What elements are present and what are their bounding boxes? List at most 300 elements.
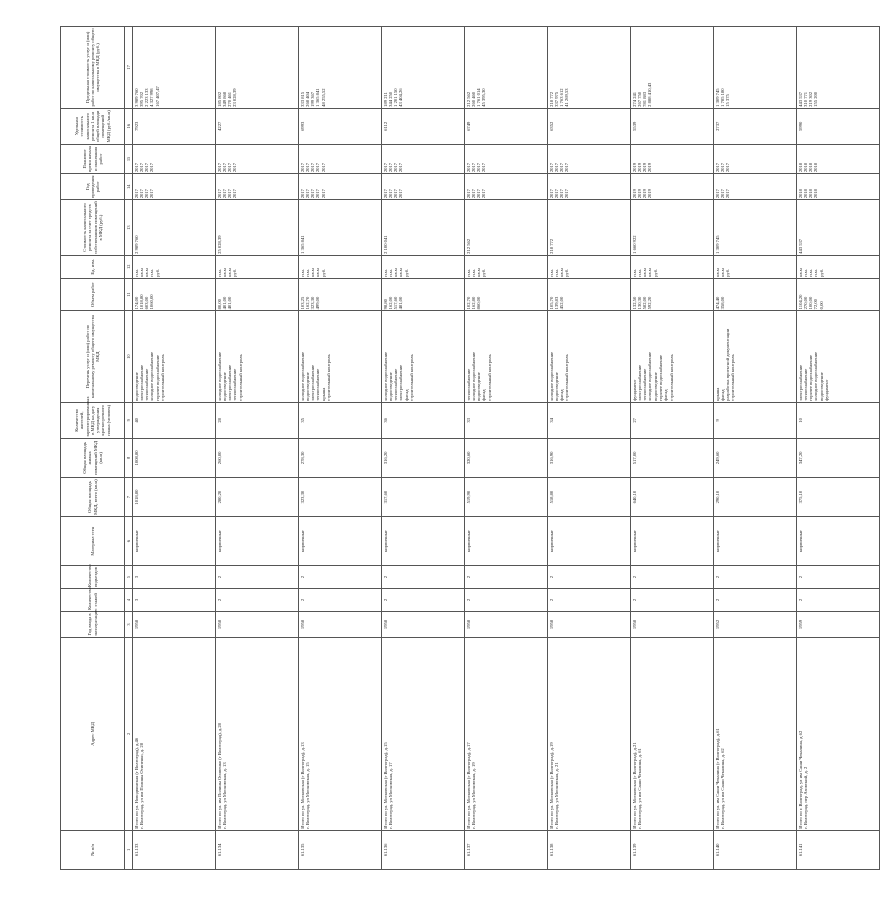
row-address-label: г. Волгоград, ул Московская, д. 19	[470, 762, 476, 829]
row-works-line: водоотведение	[221, 372, 227, 401]
row-years-line: 2017	[553, 189, 559, 199]
row-total-area: 317,60	[382, 477, 465, 516]
row-period-line: 2017	[310, 162, 316, 173]
row-works-line: строительный контроль	[564, 354, 570, 401]
row-units-line: кв.м	[144, 268, 150, 277]
row-years-line: 2017	[393, 189, 399, 199]
row-works-line: теплоснабжение	[144, 368, 150, 401]
row-works-line: теплоснабжение	[393, 368, 399, 401]
row-address-label: г. Волгоград, ул Московская, д. 21	[553, 762, 559, 829]
row-limit-cost-line: 333 815	[299, 91, 305, 107]
row-floors: 2	[631, 589, 714, 612]
header-cell-11: Объем работ	[61, 278, 125, 311]
row-years-line: 2018	[808, 189, 814, 199]
row-limit-cost-line: 267 750	[636, 91, 642, 107]
row-entrances: 2	[548, 566, 631, 589]
row-specific-cost: 6993	[299, 108, 382, 144]
row-works-line: строительный контроль	[730, 354, 736, 401]
row-units-line: кв.м	[221, 268, 227, 277]
row-works-line: холодное водоснабжение	[548, 351, 554, 401]
row-works-line: фундамент	[823, 379, 829, 401]
row-works-line: крыша	[320, 387, 326, 401]
row-works	[797, 311, 880, 402]
row-year: 1959	[797, 611, 880, 637]
row-units-line: руб.	[154, 268, 160, 277]
row-volume-line: 105,70	[548, 296, 554, 310]
row-years	[631, 174, 714, 200]
row-works-line: водоотведение	[476, 372, 482, 401]
row-works-line: водоотведение	[553, 372, 559, 401]
row-cost: 2 989 760	[133, 200, 216, 256]
row-period-line: 2017	[149, 162, 155, 173]
row-volume-line: 174,00	[133, 296, 139, 310]
row-volume-line: 72,00	[813, 299, 819, 310]
row-period-line: 2017	[138, 162, 144, 173]
row-total-label: Итого по ул. Московская (г Волгоград), д.13	[299, 742, 305, 829]
row-works-line: строительный контроль	[486, 354, 492, 401]
row-units	[133, 255, 216, 278]
row-works	[133, 311, 216, 402]
row-period-line: 2017	[221, 162, 227, 173]
row-period-line: 2018	[808, 162, 814, 173]
row-units-line: кв.м	[310, 268, 316, 277]
row-volume-line	[725, 280, 730, 310]
row-volume-line	[564, 280, 569, 310]
row-total-area: 290,10	[714, 477, 797, 516]
row-volume	[133, 278, 216, 311]
table-row	[714, 27, 797, 870]
row-living-area: 316,90	[548, 438, 631, 477]
column-number-3: 3	[125, 611, 133, 637]
row-years-line: 2017	[138, 189, 144, 199]
row-units-line: кв.м	[714, 268, 720, 277]
row-limit-cost-line: 1 309 745	[714, 88, 720, 107]
row-period-line: 2017	[232, 162, 238, 173]
row-specific-cost: 4227	[216, 108, 299, 144]
row-period-line: 2017	[299, 162, 305, 173]
row-units-line: п.м.	[299, 269, 305, 277]
row-units-line: п.м.	[387, 269, 393, 277]
row-limit-cost-line: 23 028,39	[232, 88, 238, 107]
header-cell-16: Удельная стоимость капитального ремонта 1 кв.м общей площади помещений МКД (руб./кв.м)	[61, 108, 125, 144]
row-address	[714, 638, 797, 831]
row-years-line: 2017	[548, 189, 554, 199]
row-works-line: водоотведение	[387, 372, 393, 401]
row-volume	[714, 278, 797, 311]
row-units-line: кв.м	[559, 268, 565, 277]
row-years	[797, 174, 880, 200]
row-years	[465, 174, 548, 200]
row-years	[548, 174, 631, 200]
table-body	[133, 27, 880, 870]
row-period	[797, 144, 880, 173]
row-total-label: Итого по ул. им Саши Чекалина (г Волгоград), д.61	[714, 728, 720, 829]
column-number-15: 15	[125, 144, 133, 173]
row-limit-cost	[216, 27, 299, 109]
row-works-line: строительный контроль	[408, 354, 414, 401]
row-limit-cost-line: 260 460	[470, 91, 476, 107]
row-units-line: руб.	[818, 268, 824, 277]
row-cost: 1 309 745	[714, 200, 797, 256]
row-period-line: 2017	[382, 162, 388, 173]
row-volume-line: 582,00	[642, 296, 648, 310]
row-works-line: водоотведение	[652, 372, 658, 401]
row-years-line: 2017	[310, 189, 316, 199]
row-number: 61.134	[216, 830, 299, 869]
row-works-line: водоотведение	[818, 372, 824, 401]
row-units	[714, 255, 797, 278]
row-entrances: 2	[465, 566, 548, 589]
row-address-label: г. Волгоград, ул им Полины Осипенко, д. 28	[138, 742, 144, 829]
row-period-line: 2017	[548, 162, 554, 173]
row-period-line: 2017	[393, 162, 399, 173]
column-number-6: 6	[125, 517, 133, 566]
row-limit-cost-line: 270 461	[227, 91, 233, 107]
row-volume-line	[653, 280, 658, 310]
row-works-line: строительный контроль	[325, 354, 331, 401]
row-units-line: кв.м	[647, 268, 653, 277]
row-floors: 2	[548, 589, 631, 612]
row-years-line: 2019	[642, 189, 648, 199]
row-number: 61.133	[133, 830, 216, 869]
row-total-area: 518,80	[548, 477, 631, 516]
row-units-line: п.м.	[304, 269, 310, 277]
row-units	[299, 255, 382, 278]
row-works-line: холодное водоснабжение	[647, 351, 653, 401]
row-units-line: руб.	[320, 268, 326, 277]
row-volume-line: 1060,00	[149, 294, 155, 310]
row-living-area: 347,20	[797, 438, 880, 477]
row-period-line: 2017	[719, 162, 725, 173]
row-works-line: холодное водоснабжение	[149, 351, 155, 401]
row-limit-cost-line: 218 772	[548, 91, 554, 107]
row-years-line: 2018	[797, 189, 803, 199]
header-cell-8: Общая площадь жилых помещений МКД (кв.м)	[61, 438, 125, 477]
row-specific-cost: 5990	[797, 108, 880, 144]
row-works-line: фасад	[719, 389, 725, 401]
table-row	[465, 27, 548, 870]
row-works	[631, 311, 714, 402]
header-cell-12: Ед. изм.	[61, 255, 125, 278]
row-units-line: п.м.	[548, 269, 554, 277]
capital-repair-plan-table	[60, 26, 880, 870]
row-volume-line: 499,00	[315, 296, 321, 310]
row-volume-line	[481, 280, 486, 310]
row-period-line: 2018	[813, 162, 819, 173]
rotated-table-wrapper	[60, 26, 829, 870]
row-period-line: 2017	[553, 162, 559, 173]
row-specific-cost: 2737	[714, 108, 797, 144]
row-years-line: 2018	[802, 189, 808, 199]
row-volume-line: 401,00	[221, 296, 227, 310]
table-row	[631, 27, 714, 870]
row-works-line: холодное водоснабжение	[299, 351, 305, 401]
row-period-line: 2019	[631, 162, 637, 173]
row-year: 1958	[631, 611, 714, 637]
row-period	[299, 144, 382, 173]
row-years-line: 2017	[133, 189, 139, 199]
row-total-label: Итого по г. Волгоград, ул им Саши Чекалина, д 62	[797, 730, 803, 829]
column-number-5: 5	[125, 566, 133, 589]
row-year: 1958	[216, 611, 299, 637]
row-years-line: 2017	[481, 189, 487, 199]
row-units-line: руб.	[564, 268, 570, 277]
row-limit-cost-line: 349 868	[221, 91, 227, 107]
row-residents: 36	[382, 402, 465, 438]
row-entrances: 2	[382, 566, 465, 589]
row-units-line: кв.м	[797, 268, 803, 277]
row-wall-material: кирпичные	[133, 517, 216, 566]
row-address-label: г. Волгоград, пер Азовский, д. 2	[802, 766, 808, 829]
row-volume-line: 103,25	[299, 296, 305, 310]
row-works-line: крыша	[714, 387, 720, 401]
row-volume-line: 474,40	[714, 296, 720, 310]
row-units-line: кв.м	[476, 268, 482, 277]
row-limit-cost	[133, 27, 216, 109]
row-limit-cost-line: 43 404,26	[398, 88, 404, 107]
row-volume	[465, 278, 548, 311]
row-limit-cost-line: 274 241	[631, 91, 637, 107]
row-wall-material: кирпичные	[382, 517, 465, 566]
row-years-line: 2017	[320, 189, 326, 199]
column-number-12: 12	[125, 255, 133, 278]
header-cell-15: Плановое время начала и окончания работ	[61, 144, 125, 173]
row-works-line: теплоснабжение	[315, 368, 321, 401]
row-years-line: 2017	[476, 189, 482, 199]
row-units-line: руб.	[403, 268, 409, 277]
row-year: 1958	[548, 611, 631, 637]
row-years-line: 2017	[559, 189, 565, 199]
row-units-line: руб.	[481, 268, 487, 277]
row-units-line: п.м.	[470, 269, 476, 277]
row-cost: 218 772	[548, 200, 631, 256]
row-units-line: п.м.	[149, 269, 155, 277]
row-period-line: 2017	[133, 162, 139, 173]
row-address	[548, 638, 631, 831]
row-volume	[299, 278, 382, 311]
row-floors: 2	[714, 589, 797, 612]
row-wall-material: кирпичные	[465, 517, 548, 566]
header-cell-9: Количество жителей, зарегистрированных в МКД на дату утверждения краткосрочного плана (человек)	[61, 402, 125, 438]
row-address	[465, 638, 548, 831]
header-cell-10: Перечень услуг и (или) работ по капитальному ремонту общего имущества МКД	[61, 311, 125, 402]
row-period	[382, 144, 465, 173]
row-works-line: холодное водоснабжение	[382, 351, 388, 401]
row-units-line: кв.м	[138, 268, 144, 277]
row-works	[548, 311, 631, 402]
row-volume-line: 358,00	[719, 296, 725, 310]
row-year: 1958	[382, 611, 465, 637]
row-period-line: 2019	[642, 162, 648, 173]
row-units-line: п.м.	[133, 269, 139, 277]
row-limit-cost	[465, 27, 548, 109]
row-works	[382, 311, 465, 402]
row-total-label: Итого по ул. Московская (г Волгоград), д.15	[382, 742, 388, 829]
row-works-line: фундамент	[631, 379, 637, 401]
row-limit-cost	[714, 27, 797, 109]
row-limit-cost-line: 1 201 150	[393, 88, 399, 107]
row-period-line: 2019	[647, 162, 653, 173]
row-specific-cost: 6749	[465, 108, 548, 144]
row-volume-line	[404, 280, 409, 310]
row-entrances: 2	[299, 566, 382, 589]
header-cell-1: № п/п	[61, 830, 125, 869]
row-years-line: 2019	[647, 189, 653, 199]
row-period	[465, 144, 548, 173]
row-volume	[548, 278, 631, 311]
row-living-area: 249,60	[714, 438, 797, 477]
row-cost: 212 562	[465, 200, 548, 256]
row-entrances: 2	[714, 566, 797, 589]
row-works-line: строительный контроль	[237, 354, 243, 401]
row-address-label: г. Волгоград, ул Московская, д. 17	[387, 762, 393, 829]
row-residents: 27	[631, 402, 714, 438]
row-units-line: кв.м	[719, 268, 725, 277]
row-works-line: водоотведение	[304, 372, 310, 401]
row-works-line: холодное водоснабжение	[813, 351, 819, 401]
row-volume-line: 98,80	[382, 299, 388, 310]
row-floors: 2	[216, 589, 299, 612]
row-works-line: электроснабжение	[398, 364, 404, 401]
row-number: 61.141	[797, 830, 880, 869]
row-units-line: п.м.	[631, 269, 637, 277]
row-years-line: 2019	[636, 189, 642, 199]
row-limit-cost-line: 189 211	[382, 92, 388, 107]
column-number-9: 9	[125, 402, 133, 438]
row-total-label: Итого по ул. Московская (г Волгоград), д.19	[548, 742, 554, 829]
row-period-line: 2017	[216, 162, 222, 173]
column-number-2: 2	[125, 638, 133, 831]
row-total-area: 323,30	[299, 477, 382, 516]
row-units-line: п.м.	[553, 269, 559, 277]
row-works-line: теплоснабжение	[232, 368, 238, 401]
row-works-line: фасад	[663, 389, 669, 401]
row-years-line: 2017	[216, 189, 222, 199]
row-address	[216, 638, 299, 831]
row-years	[133, 174, 216, 200]
row-period-line: 2018	[802, 162, 808, 173]
row-limit-cost	[299, 27, 382, 109]
row-volume-line: 452,00	[559, 296, 565, 310]
row-period	[548, 144, 631, 173]
header-cell-14: Год проведения работ	[61, 174, 125, 200]
table-row	[133, 27, 216, 870]
row-years	[382, 174, 465, 200]
row-volume	[382, 278, 465, 311]
row-units-line: п.м.	[808, 269, 814, 277]
row-works-line: холодное водоснабжение	[216, 351, 222, 401]
row-units-line: п.м.	[802, 269, 808, 277]
row-volume-line: 80,00	[216, 299, 222, 310]
row-works-line: теплоснабжение	[465, 368, 471, 401]
row-years-line: 2017	[304, 189, 310, 199]
row-floors: 2	[465, 589, 548, 612]
row-period-line: 2017	[227, 162, 233, 173]
row-limit-cost-line: 199 367	[310, 91, 316, 107]
row-period-line: 2017	[481, 162, 487, 173]
row-living-area: 316,20	[382, 438, 465, 477]
row-units-line: п.м.	[636, 269, 642, 277]
row-years-line: 2017	[725, 189, 731, 199]
row-living-area: 278,30	[299, 438, 382, 477]
row-volume-line: 162,00	[387, 296, 393, 310]
row-works-line: электроснабжение	[227, 364, 233, 401]
table-row	[299, 27, 382, 870]
row-address	[299, 638, 382, 831]
table-row	[797, 27, 880, 870]
row-units-line: руб.	[652, 268, 658, 277]
row-volume-line: 481,00	[398, 296, 404, 310]
row-cost: 2 100 041	[382, 200, 465, 256]
column-number-row	[125, 27, 133, 870]
row-period-line: 2017	[725, 162, 731, 173]
row-limit-cost-line: 155 200	[813, 91, 819, 107]
row-volume	[216, 278, 299, 311]
row-units-line: кв.м	[398, 268, 404, 277]
row-units	[631, 255, 714, 278]
row-wall-material: кирпичные	[548, 517, 631, 566]
row-works-line: водоотведение	[133, 372, 139, 401]
row-works-line: строительный контроль	[159, 354, 165, 401]
row-works-line: электроснабжение	[797, 364, 803, 401]
row-limit-cost-line: 48 255,52	[320, 88, 326, 107]
header-cell-17: Предельная стоимость услуг и (или) работ по капитальному ремонту общего имущества в МКД (руб.)	[61, 27, 125, 109]
row-limit-cost	[797, 27, 880, 109]
row-residents: 33	[465, 402, 548, 438]
row-limit-cost-line: 185 802	[216, 91, 222, 107]
row-period-line: 2017	[465, 162, 471, 173]
row-entrances: 2	[797, 566, 880, 589]
row-limit-cost-line: 1 761 014	[476, 88, 482, 107]
table-row	[548, 27, 631, 870]
row-specific-cost: 6112	[382, 108, 465, 144]
row-units	[797, 255, 880, 278]
row-limit-cost-line: 2 888 410,43	[647, 82, 653, 107]
row-units-line: п.м.	[813, 269, 819, 277]
row-works-line: теплоснабжение	[802, 368, 808, 401]
row-limit-cost-line: 344 250	[387, 91, 393, 107]
row-works	[299, 311, 382, 402]
row-works	[216, 311, 299, 402]
row-limit-cost-line: 41 269,53	[564, 88, 570, 107]
column-number-14: 14	[125, 174, 133, 200]
row-residents: 10	[797, 402, 880, 438]
row-years-line: 2017	[232, 189, 238, 199]
column-number-16: 16	[125, 108, 133, 144]
row-limit-cost-line: 781 883	[642, 91, 648, 107]
row-specific-cost: 7923	[133, 108, 216, 144]
row-limit-cost-line: 15 375	[725, 94, 731, 107]
row-year: 1952	[714, 611, 797, 637]
row-years-line: 2018	[813, 189, 819, 199]
row-limit-cost-line: 4 327 998	[149, 88, 155, 107]
row-residents: 34	[548, 402, 631, 438]
column-number-17: 17	[125, 27, 133, 109]
row-number: 61.138	[548, 830, 631, 869]
header-cell-7: Общая площадь МКД, всего (кв.м)	[61, 477, 125, 516]
row-address-label: г. Волгоград, ул им Саши Чекалина, д. 62	[719, 748, 725, 829]
row-period-line: 2017	[398, 162, 404, 173]
row-number: 61.136	[382, 830, 465, 869]
row-floors: 3	[133, 589, 216, 612]
row-address	[382, 638, 465, 831]
row-limit-cost-line: 1 365 841	[315, 88, 321, 107]
row-living-area: 1008,80	[133, 438, 216, 477]
header-cell-6: Материал стен	[61, 517, 125, 566]
row-works-line: электроснабжение	[310, 364, 316, 401]
row-units	[548, 255, 631, 278]
row-works-line: фасад	[403, 389, 409, 401]
